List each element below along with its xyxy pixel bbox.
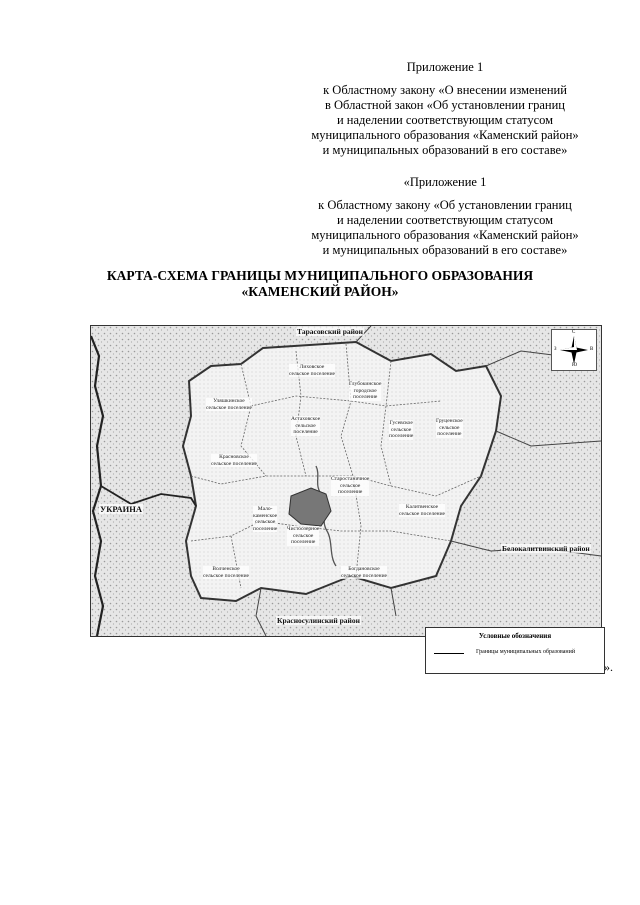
compass-south: Ю	[572, 363, 578, 368]
settlement-krasnovskoe: Красновское сельское поселение	[211, 454, 257, 467]
compass-east: В	[590, 347, 594, 352]
settlement-glubokinskoe: Глубокинское городское поселение	[349, 381, 382, 400]
map-title-line-1: КАРТА-СХЕМА ГРАНИЦЫ МУНИЦИПАЛЬНОГО ОБРАЗОВАНИЯ	[106, 268, 534, 283]
compass-west: З	[554, 347, 557, 352]
neighbor-north-label: Тарасовский район	[297, 327, 364, 336]
settlement-gusevskoe: Гусевское сельское поселение	[389, 420, 414, 439]
annex-1-heading-block	[300, 60, 590, 158]
map-title-line-2: «КАМЕНСКИЙ РАЙОН»	[241, 284, 399, 299]
annex-1-line: и муниципальных образований в его составе»	[322, 143, 568, 157]
map-title	[0, 268, 640, 300]
annex-2-heading-block	[300, 175, 590, 258]
map-legend	[425, 627, 605, 674]
annex-1-line: муниципального образования «Каменский район»	[311, 128, 579, 142]
annex-2-line: и наделении соответствующим статусом	[336, 213, 554, 227]
settlement-astakhovskoe: Астаховское сельское поселение	[291, 416, 321, 435]
annex-2-line: муниципального образования «Каменский район»	[311, 228, 579, 242]
annex-1-line: в Областной закон «Об установлении границ	[324, 98, 565, 112]
legend-title: Условные обозначения	[478, 632, 552, 640]
settlement-chistoozernoe: Чистоозерное сельское поселение	[287, 526, 320, 545]
neighbor-east-label: Белокалитвинский район	[502, 544, 590, 553]
compass-rose	[551, 329, 597, 371]
settlement-malokamenskoe: Мало- каменское сельское поселение	[253, 506, 278, 532]
closing-quote: ».	[604, 660, 613, 674]
settlement-likhovskoe: Лиховское сельское поселение	[289, 364, 335, 377]
annex-1-heading: Приложение 1	[406, 60, 484, 74]
annex-1-line: и наделении соответствующим статусом	[336, 113, 554, 127]
settlement-staostanichnoe: Старостаничное сельское поселение	[331, 476, 370, 495]
settlement-volchenskoe: Волченское сельское поселение	[203, 566, 249, 579]
annex-2-heading: «Приложение 1	[403, 175, 487, 189]
district-map	[90, 325, 602, 637]
settlement-kalitvenskoe: Калитвенское сельское поселение	[399, 504, 445, 517]
annex-1-line: к Областному закону «О внесении изменений	[323, 83, 567, 97]
settlement-bogdanovskoe: Богдановское сельское поселение	[341, 566, 387, 579]
legend-item-label: Границы муниципальных образований	[476, 649, 576, 655]
annex-2-line: к Областному закону «Об установлении границ	[318, 198, 572, 212]
settlement-ulyasovskoe: Уляшкинское сельское поселение	[206, 398, 252, 411]
neighbor-south-label: Красносулинский район	[277, 616, 360, 625]
legend-boundary-line-icon	[434, 653, 464, 654]
settlement-grushchenskoe: Груценское сельское поселение	[436, 418, 463, 437]
compass-north: С	[572, 330, 576, 335]
annex-2-line: и муниципальных образований в его составе»	[322, 243, 568, 257]
neighbor-west-label: УКРАИНА	[100, 504, 143, 514]
